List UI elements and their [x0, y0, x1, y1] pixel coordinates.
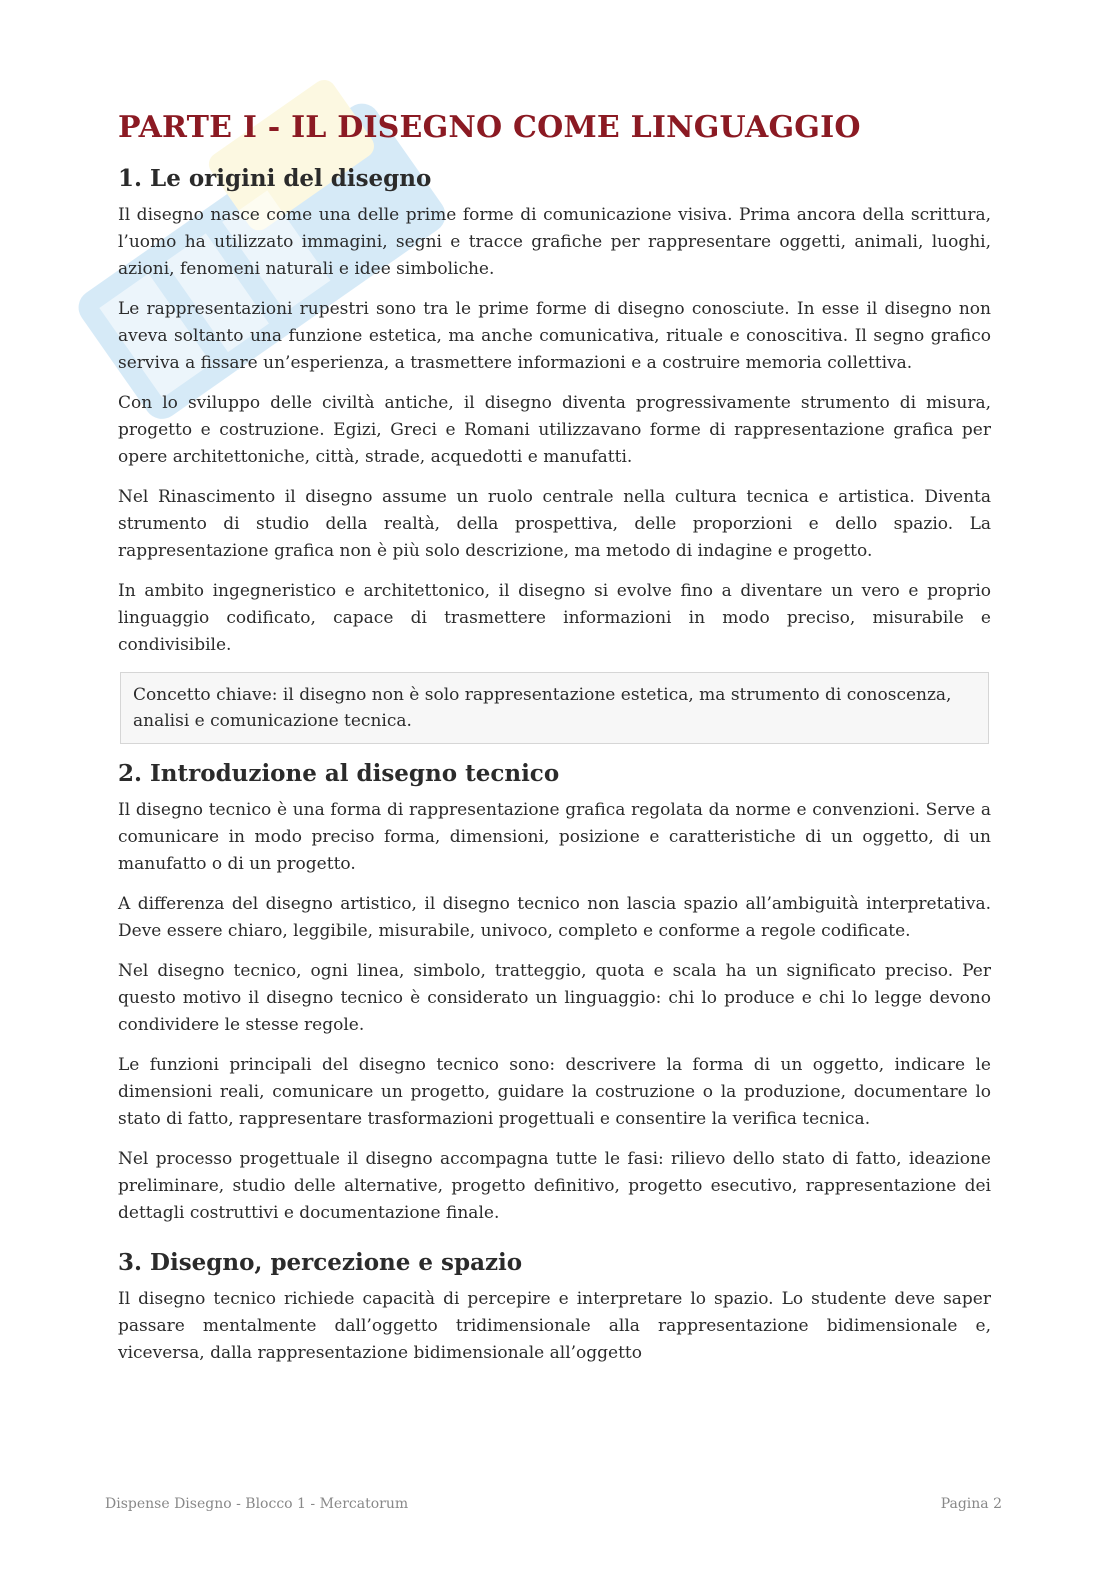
key-concept-box: Concetto chiave: il disegno non è solo rappresentazione estetica, ma strumento di conoscenza, analisi e comunicazione tecnica. — [120, 672, 989, 744]
paragraph: Nel disegno tecnico, ogni linea, simbolo, tratteggio, quota e scala ha un significato preciso. Per questo motivo il disegno tecnico è considerato un linguaggio: chi lo produce e chi lo legge devono condividere le stesse regole. — [118, 961, 991, 1035]
section-heading: 3. Disegno, percezione e spazio — [118, 1249, 523, 1276]
section-percezione-spazio — [118, 1249, 991, 1367]
section-heading: 2. Introduzione al disegno tecnico — [118, 760, 560, 787]
paragraph: Le funzioni principali del disegno tecnico sono: descrivere la forma di un oggetto, indicare le dimensioni reali, comunicare un progetto, guidare la costruzione o la produzione, documentare lo stato di fatto, rappresentare trasformazioni progettuali e consentire la verifica tecnica. — [118, 1055, 991, 1129]
section-disegno-tecnico — [118, 760, 991, 1227]
paragraph: A differenza del disegno artistico, il disegno tecnico non lascia spazio all’ambiguità interpretativa. Deve essere chiaro, leggibile, misurabile, univoco, completo e conforme a regole codificate. — [118, 894, 991, 941]
paragraph: Con lo sviluppo delle civiltà antiche, il disegno diventa progressivamente strumento di misura, progetto e costruzione. Egizi, Greci e Romani utilizzavano forme di rappresentazione grafica per opere architettoniche, città, strade, acquedotti e manufatti. — [118, 393, 991, 467]
page-content — [118, 110, 991, 1380]
footer-page-number: Pagina 2 — [940, 1496, 1002, 1512]
page-footer — [105, 1496, 1002, 1512]
paragraph: Nel processo progettuale il disegno accompagna tutte le fasi: rilievo dello stato di fatto, ideazione preliminare, studio delle alternative, progetto definitivo, progetto esecutivo, rappresentazione dei dettagli costruttivi e documentazione finale. — [118, 1149, 991, 1223]
paragraph: Nel Rinascimento il disegno assume un ruolo centrale nella cultura tecnica e artistica. Diventa strumento di studio della realtà, della prospettiva, delle proporzioni e dello spazio. La rappresentazione grafica non è più solo descrizione, ma metodo di indagine e progetto. — [118, 487, 991, 561]
page-title: PARTE I - IL DISEGNO COME LINGUAGGIO — [118, 110, 861, 145]
section-heading: 1. Le origini del disegno — [118, 165, 432, 192]
paragraph: Il disegno tecnico è una forma di rappresentazione grafica regolata da norme e convenzioni. Serve a comunicare in modo preciso forma, dimensioni, posizione e caratteristiche di un oggetto, di un manufatto o di un progetto. — [118, 800, 991, 874]
paragraph: Il disegno tecnico richiede capacità di percepire e interpretare lo spazio. Lo studente deve saper passare mentalmente dall’oggetto tridimensionale alla rappresentazione bidimensionale e, viceversa, dalla rappresentazione bidimensionale all’oggetto — [118, 1289, 991, 1363]
paragraph: Le rappresentazioni rupestri sono tra le prime forme di disegno conosciute. In esse il disegno non aveva soltanto una funzione estetica, ma anche comunicativa, rituale e conoscitiva. Il segno grafico serviva a fissare un’esperienza, a trasmettere informazioni e a costruire memoria collettiva. — [118, 299, 991, 373]
section-origini — [118, 165, 991, 744]
paragraph: Il disegno nasce come una delle prime forme di comunicazione visiva. Prima ancora della scrittura, l’uomo ha utilizzato immagini, segni e tracce grafiche per rappresentare oggetti, animali, luoghi, azioni, fenomeni naturali e idee simboliche. — [118, 205, 991, 279]
paragraph: In ambito ingegneristico e architettonico, il disegno si evolve fino a diventare un vero e proprio linguaggio codificato, capace di trasmettere informazioni in modo preciso, misurabile e condivisibile. — [118, 581, 991, 655]
footer-doc-title: Dispense Disegno - Blocco 1 - Mercatorum — [105, 1496, 409, 1512]
